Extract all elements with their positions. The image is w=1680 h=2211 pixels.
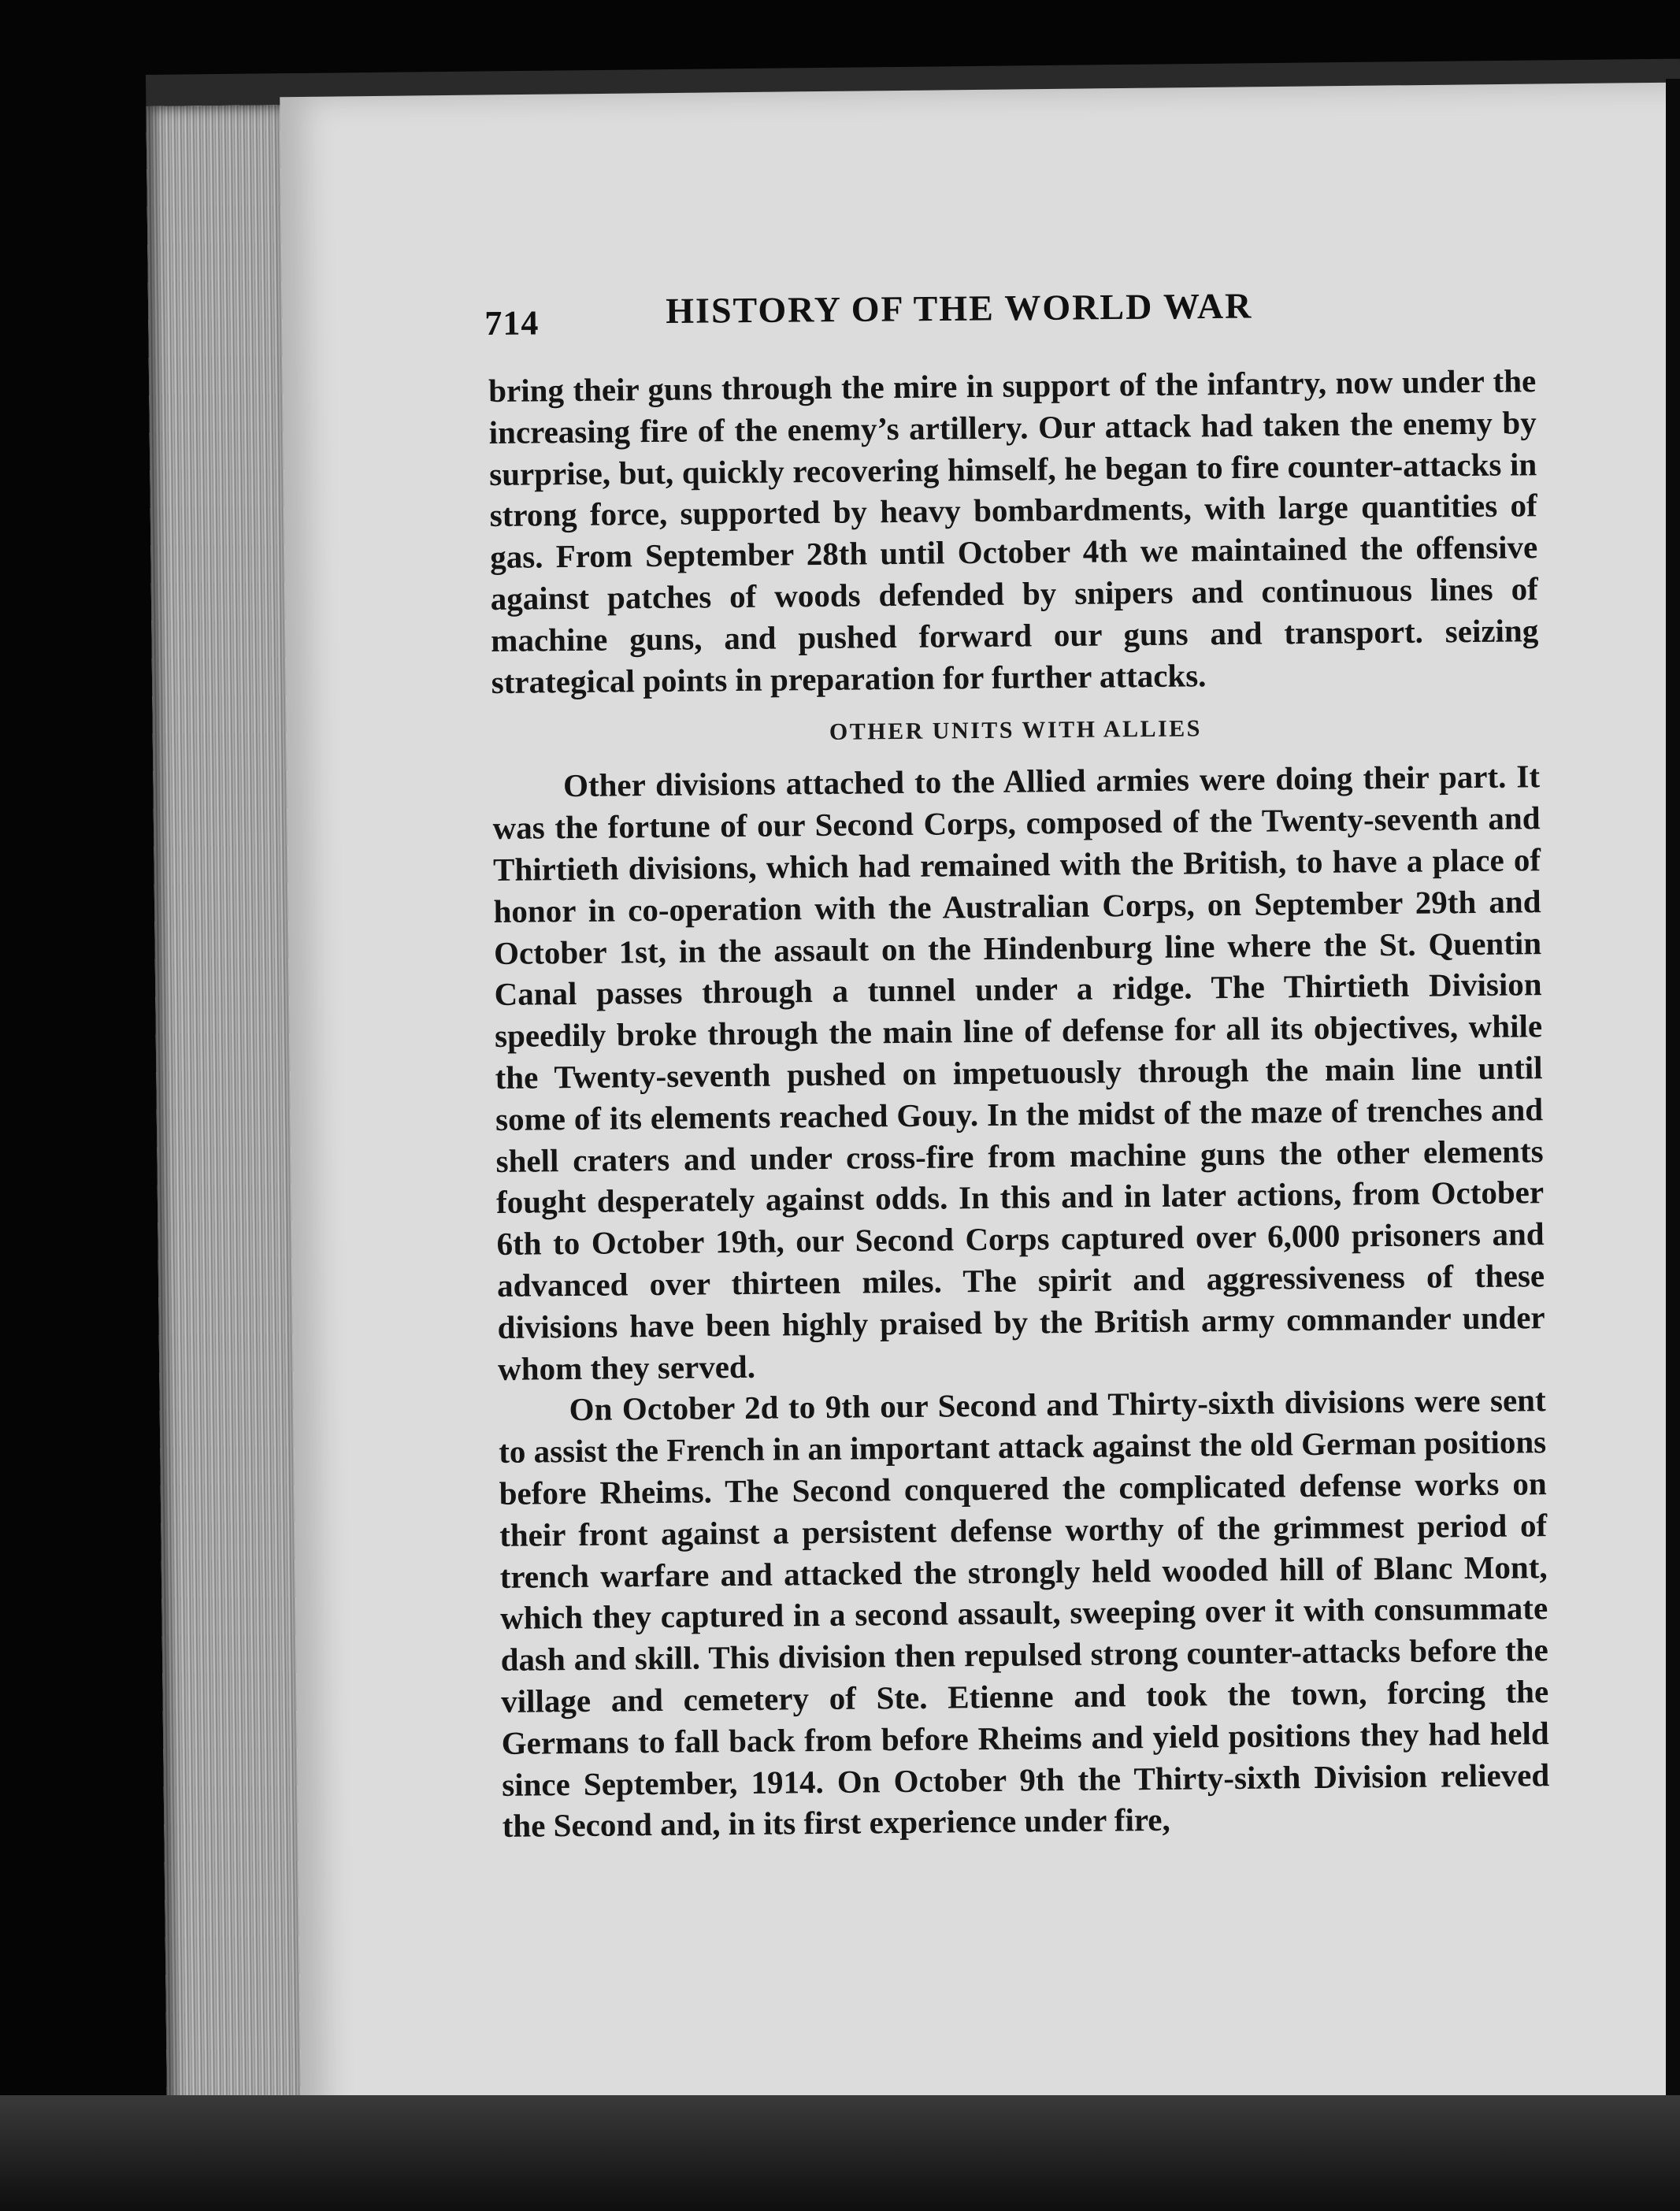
scan-background-right <box>1666 79 1680 2127</box>
paragraph-continuation: bring their guns through the mire in support of the infantry, now under the increasing fire of the enemy’s artillery. Our attack had taken the enemy by surprise, but, quickly recovering himself, he began to fire counter-attacks in strong force, supported by heavy bombardments, with large quantities of gas. From September 28th until October 4th we maintained the offensive against patches of woods defended by snipers and continuous lines of machine guns, and pushed forward our guns and transport. seizing strategical points in preparation for further attacks. <box>488 362 1539 700</box>
paragraph-other-divisions: Other divisions attached to the Allied armies were doing their part. It was the fortune of our Second Corps, composed of the Twenty-seventh and Thirtieth divisions, which had remained with the British, to have a place of honor in co-operation with the Australian Corps, on September 29th and October 1st, in the assault on the Hindenburg line where the St. Quentin Canal passes through a tunnel under a ridge. The Thirtieth Division speedily broke through the main line of defense for all its objectives, while the Twenty-seventh pushed on impetuously through the main line until some of its elements reached Gouy. In the midst of the maze of trenches and shell craters and under cross-fire from machine guns the other elements fought desperately against odds. In this and in later actions, from October 6th to October 19th, our Second Corps captured over 6,000 prisoners and advanced over thirteen miles. The spirit and aggressiveness of these divisions have been highly praised by the British army commander under whom they served. <box>492 758 1545 1387</box>
page-number: 714 <box>484 303 540 343</box>
scan-background-bottom <box>0 2095 1680 2211</box>
header-title: HISTORY OF THE WORLD WAR <box>666 285 1253 331</box>
section-heading: OTHER UNITS WITH ALLIES <box>829 715 1203 746</box>
running-head <box>484 276 1680 358</box>
paragraph-october-operations: On October 2d to 9th our Second and Thirty-sixth divisions were sent to assist the French in an important attack against the old German positions before Rheims. The Second conquered the complicated defense works on their front against a persistent defense worthy of the grimmest period of trench warfare and attacked the strongly held wooded hill of Blanc Mont, which they captured in a second assault, sweeping over it with consummate dash and skill. This division then repulsed strong counter-attacks before the village and cemetery of Ste. Etienne and took the town, forcing the Germans to fall back from before Rheims and yield positions they had held since September, 1914. On October 9th the Thirty-sixth Division relieved the Second and, in its first experience under fire, <box>498 1382 1550 1845</box>
body-text <box>488 360 1550 1847</box>
